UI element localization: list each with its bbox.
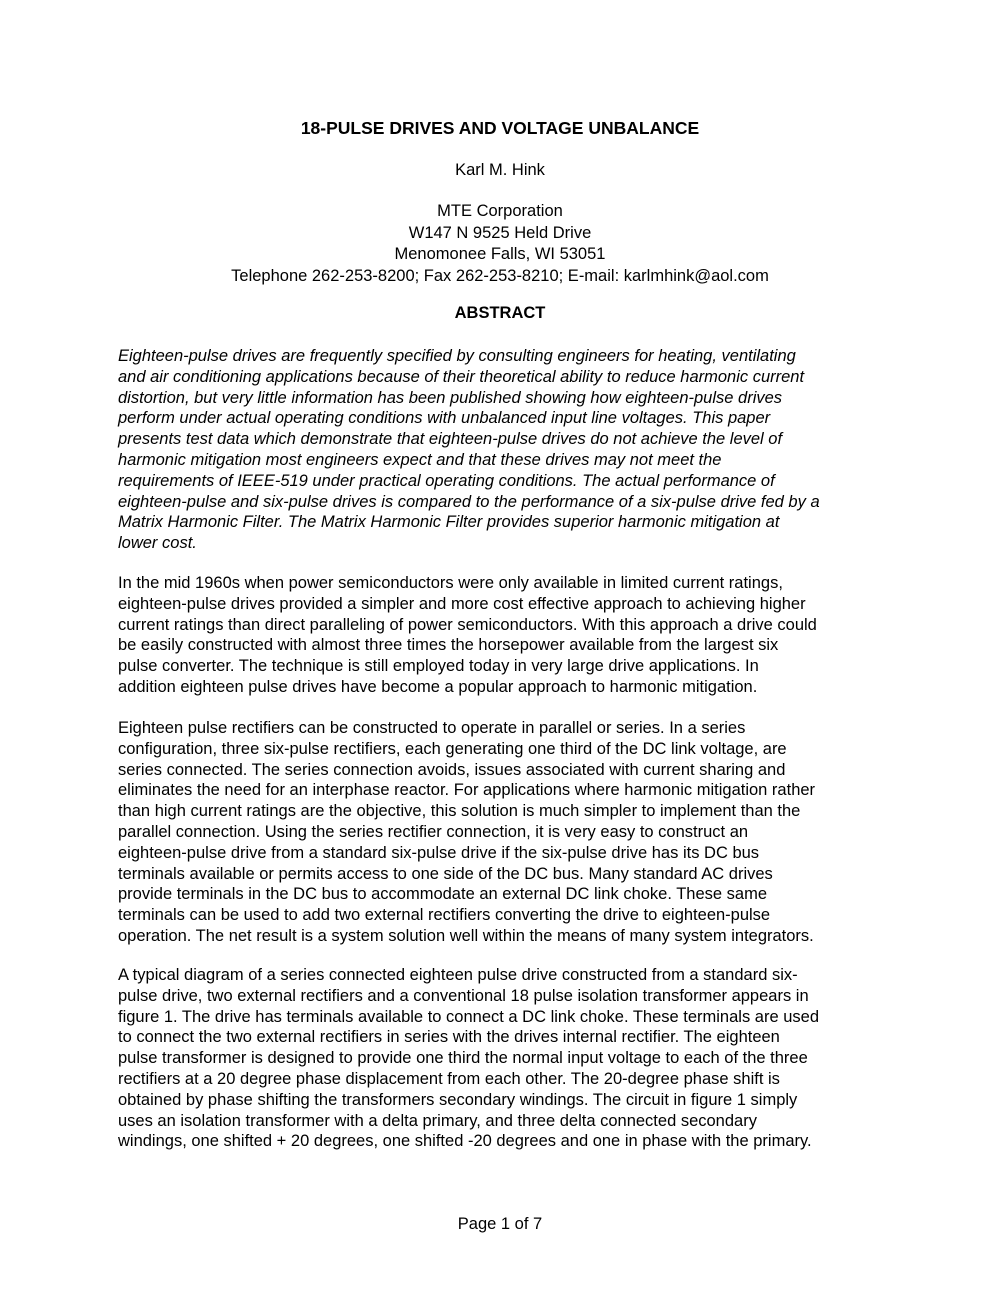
author-affiliation — [0, 201, 1000, 287]
paragraph-line: series connected. The series connection avoids, issues associated with current sharing and — [118, 760, 786, 779]
paragraph-line: eighteen-pulse drive from a standard six-pulse drive if the six-pulse drive has its DC bus — [118, 843, 760, 862]
paragraph-line: Eighteen pulse rectifiers can be constructed to operate in parallel or series. In a series — [118, 719, 746, 737]
paragraph-line: uses an isolation transformer with a delta primary, and three delta connected secondary — [118, 1111, 757, 1130]
abstract-body — [118, 346, 890, 554]
paragraph-line: current ratings than direct paralleling of power semiconductors. With this approach a drive could — [118, 615, 817, 634]
paragraph-line: be easily constructed with almost three times the horsepower available from the largest six — [118, 636, 779, 655]
paragraph-line: pulse transformer is designed to provide one third the normal input voltage to each of the three — [118, 1049, 808, 1068]
body-paragraph-1 — [118, 573, 890, 698]
paragraph-line: to connect the two external rectifiers in series with the drives internal rectifier. The eighteen — [118, 1028, 780, 1047]
abstract-line: and air conditioning applications because of their theoretical ability to reduce harmonic current — [118, 367, 805, 386]
affiliation-contact: Telephone 262-253-8200; Fax 262-253-8210; E-mail: karlmhink@aol.com — [231, 266, 769, 285]
paragraph-line: eighteen-pulse drives provided a simpler and more cost effective approach to achieving higher — [118, 594, 806, 613]
affiliation-city: Menomonee Falls, WI 53051 — [394, 245, 606, 263]
paper-title: 18-PULSE DRIVES AND VOLTAGE UNBALANCE — [300, 118, 700, 138]
abstract-line: harmonic mitigation most engineers expect and that these drives may not meet the — [118, 450, 722, 469]
author-name: Karl M. Hink — [455, 161, 545, 179]
paragraph-line: In the mid 1960s when power semiconductors were only available in limited current ratings, — [118, 574, 783, 592]
affiliation-street: W147 N 9525 Held Drive — [408, 223, 592, 242]
abstract-line: presents test data which demonstrate that eighteen-pulse drives do not achieve the level of — [118, 430, 783, 449]
paragraph-line: obtained by phase shifting the transformers secondary windings. The circuit in figure 1 simply — [118, 1090, 798, 1109]
paragraph-line: pulse drive, two external rectifiers and a conventional 18 pulse isolation transformer appears in — [118, 986, 809, 1005]
abstract-line: lower cost. — [118, 534, 197, 553]
abstract-line: requirements of IEEE-519 under practical operating conditions. The actual performance of — [118, 471, 775, 490]
paragraph-line: figure 1. The drive has terminals available to connect a DC link choke. These terminals are used — [118, 1007, 820, 1026]
abstract-line: eighteen-pulse and six-pulse drives is compared to the performance of a six-pulse drive fed by a — [118, 492, 820, 511]
paragraph-line: configuration, three six-pulse rectifiers, each generating one third of the DC link voltage, are — [118, 739, 787, 758]
paragraph-line: than high current ratings are the objective, this solution is much simpler to implement than the — [118, 802, 801, 821]
paragraph-line: addition eighteen pulse drives have become a popular approach to harmonic mitigation. — [118, 677, 758, 696]
abstract-heading: ABSTRACT — [454, 304, 546, 322]
abstract-line: Eighteen-pulse drives are frequently specified by consulting engineers for heating, ventilating — [118, 347, 796, 365]
body-paragraph-2 — [118, 718, 890, 947]
paragraph-line: pulse converter. The technique is still employed today in very large drive applications. In — [118, 657, 759, 676]
paragraph-line: windings, one shifted + 20 degrees, one shifted -20 degrees and one in phase with the primary. — [118, 1132, 812, 1151]
affiliation-company: MTE Corporation — [437, 202, 563, 220]
paragraph-line: A typical diagram of a series connected eighteen pulse drive constructed from a standard six- — [118, 966, 798, 984]
paragraph-line: operation. The net result is a system solution well within the means of many system integrators. — [118, 926, 814, 945]
paragraph-line: parallel connection. Using the series rectifier connection, it is very easy to construct an — [118, 822, 749, 841]
abstract-line: distortion, but very little information has been published showing how eighteen-pulse drives — [118, 388, 783, 407]
abstract-line: Matrix Harmonic Filter. The Matrix Harmonic Filter provides superior harmonic mitigation at — [118, 513, 780, 532]
paragraph-line: eliminates the need for an interphase reactor. For applications where harmonic mitigation rather — [118, 781, 816, 800]
page-number: Page 1 of 7 — [457, 1215, 543, 1233]
paragraph-line: rectifiers at a 20 degree phase displacement from each other. The 20-degree phase shift is — [118, 1069, 780, 1088]
paragraph-line: provide terminals in the DC bus to accommodate an external DC link choke. These same — [118, 885, 768, 904]
paragraph-line: terminals can be used to add two external rectifiers converting the drive to eighteen-pulse — [118, 906, 771, 925]
abstract-line: perform under actual operating conditions with unbalanced input line voltages. This paper — [118, 409, 771, 428]
paragraph-line: terminals available or permits access to one side of the DC bus. Many standard AC drives — [118, 864, 773, 883]
body-paragraph-3 — [118, 965, 890, 1152]
